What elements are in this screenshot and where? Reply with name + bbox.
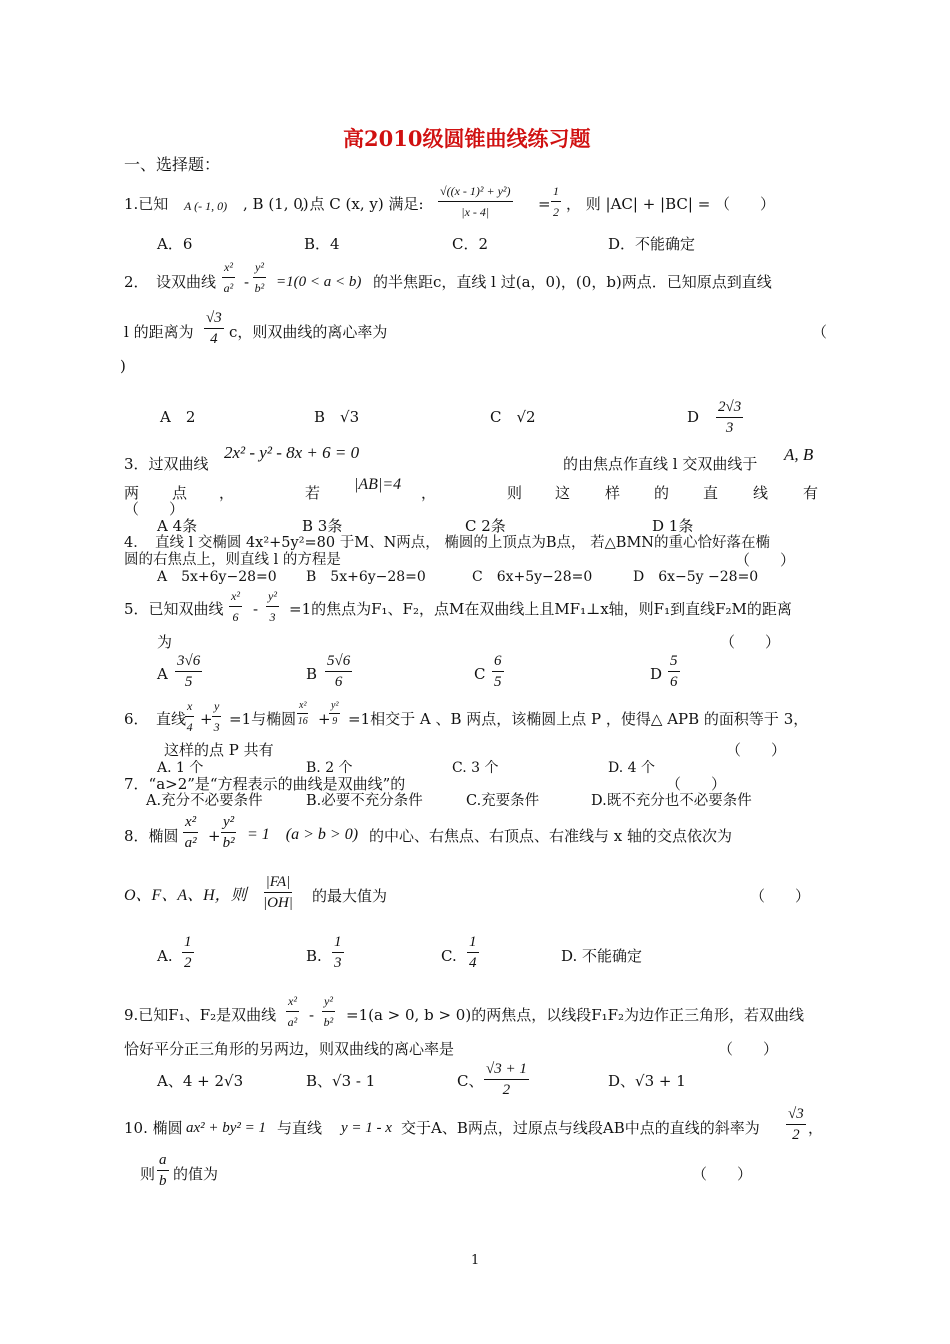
- q8-option-b-label: B.: [306, 947, 322, 965]
- page-number: 1: [471, 1253, 480, 1268]
- q5-option-b-fraction: [325, 652, 352, 691]
- q5-od-denominator: 6: [670, 674, 678, 690]
- q6-plus2: +: [318, 710, 331, 728]
- q3-word-11: 直: [703, 484, 719, 502]
- q3-mid: 的由焦点作直线 l 交双曲线于: [563, 455, 758, 473]
- q6-paren: （ ）: [726, 741, 787, 759]
- q8-option-d: D. 不能确定: [561, 947, 643, 965]
- q9-tail: =1(a > 0, b > 0)的两焦点，以线段F₁F₂为边作正三角形，若双曲线: [346, 1006, 805, 1024]
- q2-root3-numerator: √3: [204, 309, 224, 329]
- q5-fy-denominator: 3: [269, 610, 276, 624]
- section-heading: 一、选择题：: [124, 155, 221, 174]
- q8-fy-denominator: b²: [222, 835, 235, 851]
- q5-oc-numerator: 6: [492, 652, 504, 672]
- q8-fraction-fa-oh: [263, 873, 293, 912]
- q2-tail: 的半焦距c，直线 l 过(a，0)，(0，b)两点．已知原点到直线: [373, 273, 772, 291]
- q10-fraction-ab: [157, 1151, 169, 1190]
- q3-option-b: B 3条: [302, 517, 343, 535]
- q8-fraction-y: [221, 813, 236, 852]
- q8-fy-numerator: y²: [221, 813, 236, 833]
- q6-fraction-x2: [297, 699, 308, 728]
- q5-minus: -: [253, 600, 259, 618]
- q1-half: [551, 182, 561, 221]
- q8-lead: 8．椭圆: [124, 827, 179, 845]
- q7-paren: （ ）: [666, 775, 727, 793]
- q3-paren: （ ）: [124, 500, 185, 518]
- q3-word-9: 样: [605, 484, 621, 502]
- q3-word-5: |AB|=4: [354, 476, 402, 493]
- q2-line2-tail: c，则双曲线的离心率为: [229, 323, 388, 341]
- q8-option-a-label: A.: [157, 947, 173, 965]
- q2-fraction-y: [253, 258, 266, 297]
- q2-minus: -: [244, 273, 250, 291]
- q3-word-10: 的: [654, 484, 670, 502]
- q8-option-c-fraction: [467, 933, 479, 972]
- q3-expression: 2x² - y² - 8x + 6 = 0: [224, 443, 360, 462]
- q5-option-d-fraction: [668, 652, 680, 691]
- q8-oc-denominator: 4: [469, 955, 477, 971]
- q8-oa-numerator: 1: [182, 933, 194, 953]
- q7-option-a: A.充分不必要条件: [146, 793, 263, 809]
- q2-fraction-root3: [204, 309, 224, 348]
- q4-line2: 圆的右焦点上，则直线 l 的方程是: [124, 552, 341, 568]
- q1-tail: ， 则 |AC| + |BC| = （ ）: [566, 195, 776, 213]
- q1-option-c: C．2: [452, 235, 489, 253]
- q5-od-numerator: 5: [668, 652, 680, 672]
- q10-line-eq: y = 1 - x: [341, 1120, 392, 1136]
- q4-option-c: C 6x+5y−28=0: [472, 569, 593, 585]
- q9-option-d: D、√3 + 1: [608, 1072, 686, 1090]
- q1-option-d: D．不能确定: [608, 235, 696, 253]
- q9-option-b: B、√3 - 1: [306, 1072, 376, 1090]
- q2-od-numerator: 2√3: [716, 398, 743, 418]
- q8-line2-tail: 的最大值为: [312, 887, 388, 905]
- q1-option-a: A．6: [157, 235, 193, 253]
- q5-option-b-label: B: [306, 665, 318, 683]
- q6-fx2-numerator: x²: [297, 699, 308, 714]
- q9-oc-numerator: √3 + 1: [484, 1060, 529, 1080]
- q6-lead: 6． 直线: [124, 710, 187, 728]
- q9-minus: -: [309, 1006, 315, 1024]
- q5-oa-numerator: 3√6: [175, 652, 202, 672]
- q1-point-c: , 点 C (x, y) 满足:: [300, 195, 424, 213]
- q5-oc-denominator: 5: [494, 674, 502, 690]
- q9-lead: 9.已知F₁、F₂是双曲线: [124, 1006, 277, 1024]
- q2-fy-numerator: y²: [253, 258, 266, 278]
- q3-word-12: 线: [753, 484, 769, 502]
- q1-point-a: A (- 1, 0): [184, 199, 228, 213]
- q3-word-1: 两: [124, 484, 140, 502]
- q1-fraction-denominator: |x - 4|: [461, 205, 490, 219]
- q8-fa-numerator: |FA|: [264, 873, 293, 893]
- q5-option-c-label: C: [474, 665, 486, 683]
- q1-half-numerator: 1: [551, 182, 561, 202]
- q3-lead: 3．过双曲线: [124, 455, 209, 473]
- q6-fy-numerator: y: [212, 697, 221, 717]
- q6-fx-numerator: x: [185, 697, 194, 717]
- q10-comma: ，: [808, 1119, 824, 1137]
- q6-fy2-denominator: 9: [332, 716, 338, 727]
- q8-oa-denominator: 2: [184, 955, 192, 971]
- q8-option-c-label: C.: [441, 947, 457, 965]
- q2-option-a: A 2: [160, 408, 196, 426]
- q3-word-2: 点: [172, 484, 188, 502]
- q5-oa-denominator: 5: [184, 674, 193, 690]
- q6-line2: 这样的点 P 共有: [164, 741, 274, 759]
- q9-oc-denominator: 2: [502, 1082, 511, 1098]
- q3-option-a: A 4条: [157, 517, 198, 535]
- q1-half-denominator: 2: [553, 205, 559, 219]
- q2-paren-open: （: [812, 323, 828, 341]
- q1-option-b: B．4: [304, 235, 340, 253]
- q10-tail: 交于A、B两点，过原点与线段AB中点的直线的斜率为: [401, 1119, 760, 1137]
- q2-line2-lead: l 的距离为: [124, 323, 194, 341]
- q6-fraction-y: [212, 697, 221, 736]
- q5-fraction-y: [266, 587, 279, 626]
- q9-line2: 恰好平分正三角形的另两边，则双曲线的离心率是: [124, 1040, 455, 1058]
- q6-option-d: D. 4 个: [608, 760, 655, 776]
- q6-option-b: B. 2 个: [306, 760, 353, 776]
- q6-fy2-numerator: y²: [329, 699, 340, 714]
- q6-tail: =1相交于 A 、B 两点，该椭圆上点 P ，使得△ APB 的面积等于 3，: [348, 710, 809, 728]
- q2-paren-close: ): [120, 357, 126, 375]
- q7-option-c: C.充要条件: [466, 793, 540, 809]
- q9-option-a: A、4 + 2√3: [157, 1072, 244, 1090]
- q10-lead: 10. 椭圆: [124, 1119, 183, 1137]
- q5-option-a-fraction: [175, 652, 202, 691]
- q2-option-b: B √3: [314, 408, 360, 426]
- q4-line1: 4． 直线 l 交椭圆 4x²+5y²=80 于M、N两点， 椭圆的上顶点为B点， 若△BMN的重心恰好落在椭: [124, 535, 770, 551]
- q2-root3-denominator: 4: [210, 331, 218, 347]
- q3-option-d: D 1条: [652, 517, 694, 535]
- q8-plus: +: [208, 827, 221, 845]
- q5-paren: （ ）: [720, 633, 781, 651]
- q8-ob-denominator: 3: [334, 955, 342, 971]
- q5-option-c-fraction: [492, 652, 504, 691]
- q8-condition: = 1 (a > b > 0): [247, 826, 359, 843]
- q4-paren: （ ）: [735, 551, 796, 569]
- q8-oh-denominator: |OH|: [263, 895, 293, 911]
- q8-oc-numerator: 1: [467, 933, 479, 953]
- q9-option-c-fraction: [484, 1060, 529, 1099]
- q2-option-c: C √2: [490, 408, 536, 426]
- q1-fraction-numerator: √((x - 1)² + y²): [438, 182, 513, 202]
- q8-paren: （ ）: [750, 887, 811, 905]
- q6-fy-denominator: 3: [213, 720, 220, 734]
- q4-option-b: B 5x+6y−28=0: [306, 569, 426, 585]
- q10-line2-tail: 的值为: [173, 1165, 219, 1183]
- q2-lead: 2． 设双曲线: [124, 273, 217, 291]
- q8-fx-numerator: x²: [183, 813, 198, 833]
- q5-ob-numerator: 5√6: [325, 652, 352, 672]
- q5-fraction-x: [229, 587, 242, 626]
- q9-fy-denominator: b²: [323, 1015, 334, 1029]
- page-title: 高2010级圆锥曲线练习题: [343, 126, 591, 151]
- q1-point-b: , B (1, 0): [243, 195, 309, 213]
- q8-line2-lead: O、F、A、H，则: [124, 887, 247, 904]
- q5-fx-numerator: x²: [229, 587, 242, 607]
- q3-word-7: 则: [507, 484, 523, 502]
- q2-fy-denominator: b²: [254, 281, 265, 295]
- q5-fx-denominator: 6: [232, 610, 239, 624]
- q9-fx-numerator: x²: [286, 992, 299, 1012]
- q9-fx-denominator: a²: [287, 1015, 298, 1029]
- q9-paren: （ ）: [718, 1040, 779, 1058]
- q7-line1: 7．“a>2”是“方程表示的曲线是双曲线”的: [124, 775, 406, 793]
- q3-ab: A, B: [784, 445, 814, 464]
- q3-option-c: C 2条: [465, 517, 506, 535]
- q9-fy-numerator: y²: [322, 992, 335, 1012]
- q2-condition: =1(0 < a < b): [276, 274, 362, 290]
- q10-ab-denominator: b: [159, 1173, 167, 1189]
- q5-tail: =1的焦点为F₁、F₂，点M在双曲线上且MF₁⊥x轴，则F₁到直线F₂M的距离: [289, 600, 792, 618]
- q3-word-4: 若: [305, 484, 321, 502]
- q8-tail: 的中心、右焦点、右顶点、右准线与 x 轴的交点依次为: [369, 827, 732, 845]
- q2-fx-numerator: x²: [222, 258, 235, 278]
- q6-option-a: A. 1 个: [157, 760, 204, 776]
- q5-fy-numerator: y²: [266, 587, 279, 607]
- q4-option-a: A 5x+6y−28=0: [157, 569, 277, 585]
- q9-option-c-label: C、: [457, 1072, 484, 1090]
- q7-option-b: B.必要不充分条件: [306, 793, 423, 809]
- q8-fraction-x: [183, 813, 198, 852]
- q8-option-b-fraction: [332, 933, 344, 972]
- q5-option-a-label: A: [157, 665, 168, 683]
- q2-option-d-fraction: [716, 398, 743, 437]
- q2-od-denominator: 3: [725, 420, 734, 436]
- q8-fx-denominator: a²: [184, 835, 197, 851]
- q10-paren: （ ）: [692, 1165, 753, 1183]
- q9-fraction-x: [286, 992, 299, 1031]
- q8-ob-numerator: 1: [332, 933, 344, 953]
- q5-ob-denominator: 6: [334, 674, 343, 690]
- q3-word-8: 这: [555, 484, 571, 502]
- q3-word-3: ，: [219, 484, 235, 502]
- q6-mid: =1与椭圆: [229, 710, 297, 728]
- q2-fraction-x: [222, 258, 235, 297]
- q6-option-c: C. 3 个: [452, 760, 499, 776]
- q7-option-d: D.既不充分也不必要条件: [591, 793, 752, 809]
- q3-word-6: ，: [421, 484, 437, 502]
- q6-fraction-x: [185, 697, 194, 736]
- q1-equals: =: [538, 195, 551, 213]
- q6-fx2-denominator: 16: [297, 716, 308, 727]
- q10-slope-denominator: 2: [792, 1127, 800, 1143]
- q1-lead: 1.已知: [124, 195, 169, 213]
- q10-mid: 与直线: [277, 1119, 323, 1137]
- q1-fraction: [438, 182, 513, 221]
- q10-slope-numerator: √3: [786, 1105, 806, 1125]
- q6-fraction-y2: [329, 699, 340, 728]
- q10-ab-numerator: a: [157, 1151, 169, 1171]
- q8-option-a-fraction: [182, 933, 194, 972]
- q10-line2-lead: 则: [140, 1165, 156, 1183]
- q4-option-d: D 6x−5y −28=0: [633, 569, 759, 585]
- q6-fx-denominator: 4: [186, 720, 193, 734]
- q3-word-13: 有: [803, 484, 819, 502]
- q2-fx-denominator: a²: [223, 281, 234, 295]
- q10-expression: ax² + by² = 1: [186, 1120, 267, 1136]
- q10-fraction-slope: [786, 1105, 806, 1144]
- q5-lead: 5．已知双曲线: [124, 600, 224, 618]
- q5-option-d-label: D: [650, 665, 663, 683]
- q6-plus: +: [200, 710, 213, 728]
- q9-fraction-y: [322, 992, 335, 1031]
- q5-line2: 为: [157, 633, 173, 651]
- q2-option-d-label: D: [687, 408, 700, 426]
